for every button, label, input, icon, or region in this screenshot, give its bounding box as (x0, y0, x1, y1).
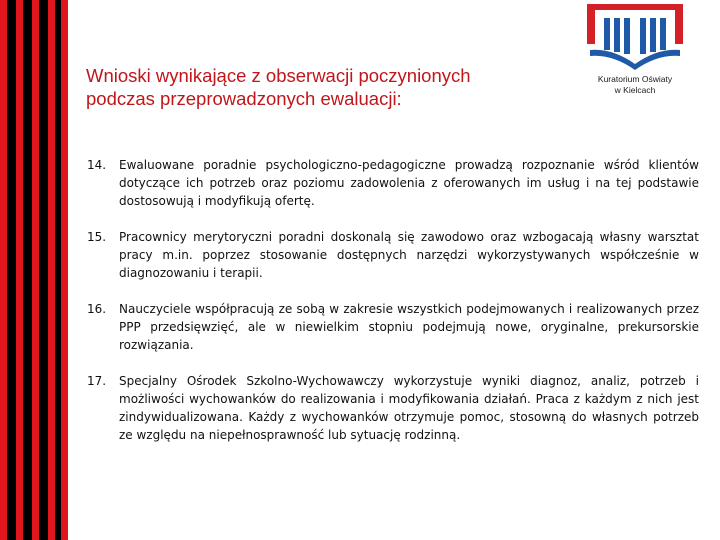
item-number: 17. (87, 374, 107, 388)
list-item (87, 372, 699, 444)
logo-line-2: w Kielcach (614, 85, 656, 95)
stripe-black (7, 0, 16, 540)
stripe-red (32, 0, 39, 540)
item-number: 14. (87, 158, 107, 172)
book-pillars-icon (586, 4, 684, 70)
stripe-red (0, 0, 7, 540)
conclusions-list (87, 156, 699, 462)
item-number: 15. (87, 230, 107, 244)
stripe-red (48, 0, 55, 540)
list-item (87, 300, 699, 354)
kuratorium-logo (575, 4, 695, 104)
slide-title (86, 64, 556, 110)
item-text: Ewaluowane poradnie psychologiczno-pedagogiczne prowadzą rozpoznanie wśród klientów dotyczące ich potrzeb oraz poziomu zadowolenia z oferowanych im usług i na tej podstawie dostosowują i modyfikują ofertę. (119, 158, 699, 208)
item-text: Pracownicy merytoryczni poradni doskonalą się zawodowo oraz wzbogacają własny warsztat pracy m.in. poprzez stosowanie dostępnych narzędzi wykorzystywanych współcześnie w diagnozowaniu i terapii. (119, 230, 699, 280)
item-text: Specjalny Ośrodek Szkolno-Wychowawczy wykorzystuje wyniki diagnoz, analiz, potrzeb i możliwości wychowanków do realizowania i modyfikowania działań. Praca z każdym z nich jest zindywidualizowana. Każdy z wychowanków otrzymuje pomoc, stosowną do własnych potrzeb ze względu na niepełnosprawność lub sytuację rodzinną. (119, 374, 699, 442)
stripe-black (39, 0, 48, 540)
item-text: Nauczyciele współpracują ze sobą w zakresie wszystkich podejmowanych i realizowanych przez PPP przedsięwzięć, ale w niewielkim stopniu podejmują nowe, oryginalne, prekursorskie rozwiązania. (119, 302, 699, 352)
title-line-1: Wnioski wynikające z obserwacji poczynionych (86, 65, 471, 86)
logo-line-1: Kuratorium Oświaty (597, 74, 673, 84)
item-number: 16. (87, 302, 107, 316)
list-item (87, 156, 699, 210)
title-line-2: podczas przeprowadzonych ewaluacji: (86, 88, 402, 109)
decorative-stripes (0, 0, 68, 540)
list-item (87, 228, 699, 282)
stripe-red (61, 0, 68, 540)
stripe-red (16, 0, 23, 540)
stripe-black (23, 0, 32, 540)
